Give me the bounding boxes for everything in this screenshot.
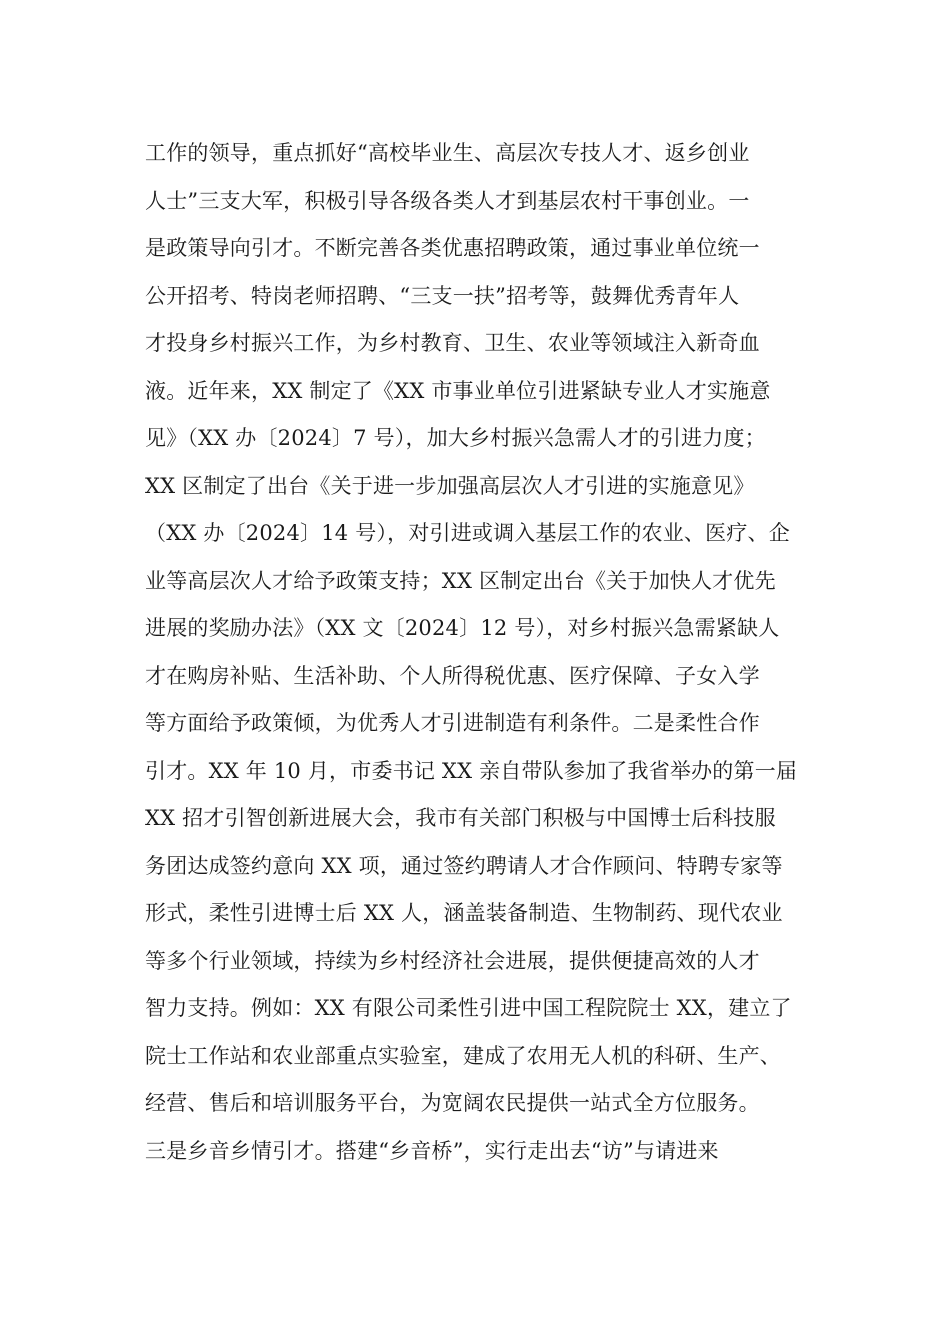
- text-line: 公开招考、特岗老师招聘、“三支一扶”招考等，鼓舞优秀青年人: [145, 283, 740, 308]
- text-line: 三是乡音乡情引才。搭建“乡音桥”，实行走出去“访”与请进来: [145, 1138, 719, 1163]
- text-line: 人士”三支大军，积极引导各级各类人才到基层农村干事创业。一: [145, 188, 750, 213]
- text-line: 形式，柔性引进博士后 XX 人，涵盖装备制造、生物制药、现代农业: [145, 901, 783, 925]
- body-text: [145, 130, 825, 1175]
- text-line: 智力支持。例如：XX 有限公司柔性引进中国工程院院士 XX，建立了: [145, 996, 792, 1020]
- text-line: 等方面给予政策倾，为优秀人才引进制造有利条件。二是柔性合作: [145, 711, 760, 735]
- text-line: XX 招才引智创新进展大会，我市有关部门积极与中国博士后科技服: [145, 806, 776, 830]
- text-line: 才在购房补贴、生活补助、个人所得税优惠、医疗保障、子女入学: [145, 663, 760, 688]
- text-line: （XX 办〔2024〕14 号），对引进或调入基层工作的农业、医疗、企: [145, 521, 790, 545]
- text-line: 液。近年来，XX 制定了《XX 市事业单位引进紧缺专业人才实施意: [145, 378, 771, 403]
- text-line: 是政策导向引才。不断完善各类优惠招聘政策，通过事业单位统一: [145, 236, 760, 260]
- text-line: 等多个行业领域，持续为乡村经济社会进展，提供便捷高效的人才: [145, 948, 760, 973]
- text-line: 引才。XX 年 10 月，市委书记 XX 亲自带队参加了我省举办的第一届: [145, 758, 798, 783]
- text-line: 经营、售后和培训服务平台，为宽阔农民提供一站式全方位服务。: [145, 1091, 760, 1115]
- text-line: 院士工作站和农业部重点实验室，建成了农用无人机的科研、生产、: [145, 1043, 781, 1068]
- text-line: 工作的领导，重点抓好“高校毕业生、高层次专技人才、返乡创业: [145, 141, 750, 165]
- text-line: XX 区制定了出台《关于进一步加强高层次人才引进的实施意见》: [145, 473, 755, 498]
- text-line: 进展的奖励办法》（XX 文〔2024〕12 号），对乡村振兴急需紧缺人: [145, 616, 780, 640]
- text-line: 见》（XX 办〔2024〕7 号），加大乡村振兴急需人才的引进力度；: [145, 426, 766, 450]
- text-line: 才投身乡村振兴工作，为乡村教育、卫生、农业等领域注入新奇血: [145, 331, 760, 355]
- text-line: 业等高层次人才给予政策支持；XX 区制定出台《关于加快人才优先: [145, 568, 776, 593]
- text-line: 务团达成签约意向 XX 项，通过签约聘请人才合作顾问、特聘专家等: [145, 853, 783, 878]
